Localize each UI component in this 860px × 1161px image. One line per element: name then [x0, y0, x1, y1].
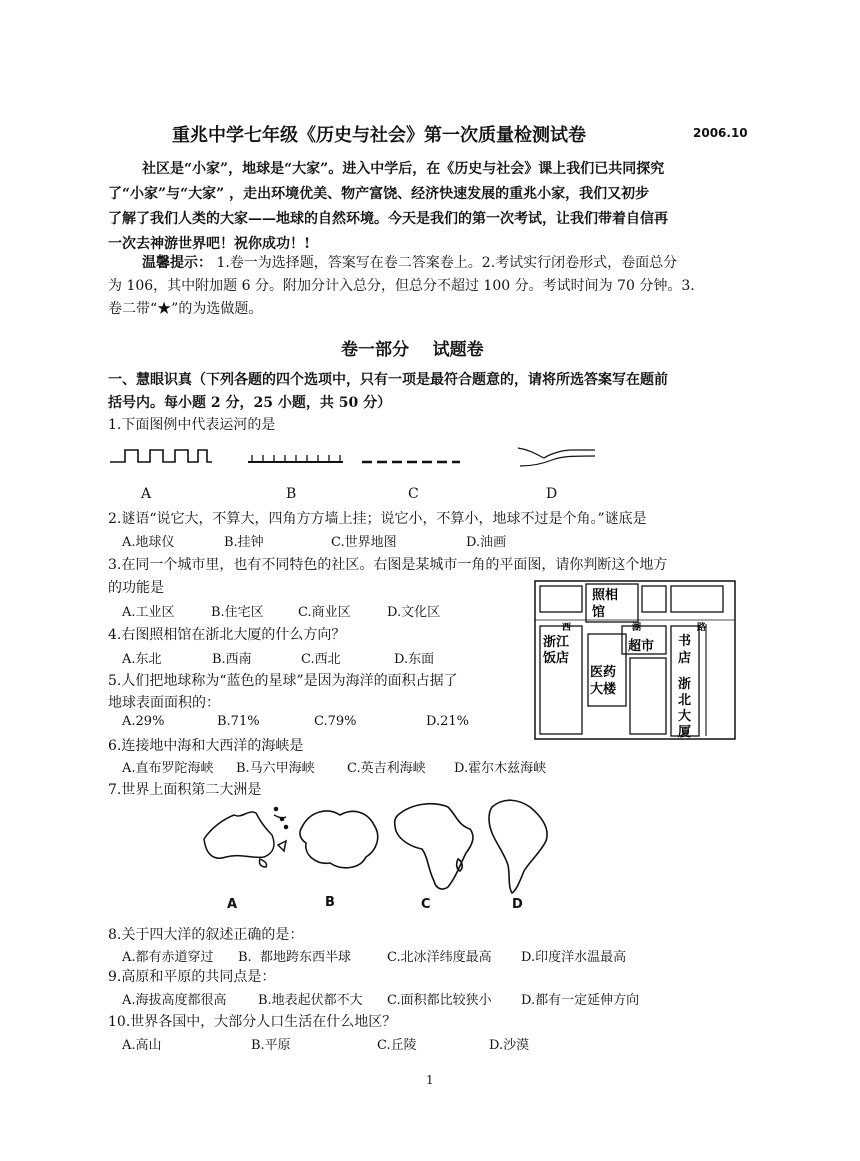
q2-option-c: C.世界地图: [331, 535, 397, 550]
q3-option-b: B.住宅区: [211, 605, 264, 620]
question-4: 4.右图照相馆在浙北大厦的什么方向？: [108, 627, 346, 643]
q9-option-d: D.都有一定延伸方向: [521, 993, 640, 1008]
tips-line: 为 106，其中附加题 6 分。附加分计入总分，但总分不超过 100 分。考试时间为 70 分钟。3.: [108, 278, 695, 294]
zhebei-label: 北: [678, 693, 692, 708]
continent-outlines: [190, 795, 560, 895]
q6-option-b: B.马六甲海峡: [236, 761, 315, 776]
q6-option-d: D.霍尔木兹海峡: [454, 761, 547, 776]
road-char: 路: [697, 623, 707, 633]
tips-label: 温馨提示：: [142, 255, 212, 271]
q10-option-c: C.丘陵: [377, 1038, 417, 1053]
q8-option-b: B. 都地跨东西半球: [238, 950, 351, 965]
legend-d-symbol: [518, 448, 595, 466]
q8-option-d: D.印度洋水温最高: [521, 950, 627, 965]
question-10: 10.世界各国中，大部分人口生活在什么地区？: [108, 1014, 397, 1030]
road-char: 湖: [632, 623, 642, 633]
q1-label-b: B: [286, 486, 297, 502]
q9-option-b: B.地表起伏都不大: [258, 993, 363, 1008]
part1-line: 括号内。每小题 2 分，25 小题，共 50 分）: [108, 395, 392, 411]
question-8: 8.关于四大洋的叙述正确的是：: [108, 927, 304, 943]
pharmacy-label: 医药: [590, 665, 617, 680]
q1-label-d: D: [546, 486, 558, 502]
continent-a-outline: [204, 808, 288, 868]
photo-studio-label: 照相: [592, 588, 619, 603]
q6-option-a: A.直布罗陀海峡: [122, 761, 214, 776]
q6-option-c: C.英吉利海峡: [347, 761, 426, 776]
exam-date: 2006.10: [693, 126, 748, 140]
q2-option-b: B.挂钟: [224, 535, 264, 550]
q10-option-b: B.平原: [251, 1038, 291, 1053]
intro-paragraph: [108, 157, 668, 257]
q2-option-d: D.油画: [466, 535, 507, 550]
market-label: 超市: [628, 639, 655, 654]
question-5: [108, 670, 458, 714]
q10-option-a: A.高山: [122, 1038, 162, 1053]
page-title: 重兆中学七年级《历史与社会》第一次质量检测试卷: [172, 125, 586, 146]
q5-line: 地球表面面积的：: [108, 695, 220, 711]
block: [630, 658, 666, 734]
q3-line: 的功能是: [108, 580, 164, 596]
q3-option-a: A.工业区: [122, 605, 175, 620]
intro-line: 了“小家”与“大家” ，走出环境优美、物产富饶、经济快速发展的重兆小家，我们又初步: [108, 186, 650, 202]
hotel-label: 浙江: [543, 635, 570, 650]
q1-label-a: A: [141, 486, 152, 502]
block: [671, 586, 723, 612]
legend-b-symbol: [248, 455, 343, 462]
question-2: 2.谜语“说它大，不算大，四角方方墙上挂；说它小，不算小，地球不过是个角。”谜底是: [108, 511, 647, 527]
question-9: 9.高原和平原的共同点是：: [108, 969, 276, 985]
legend-symbols: [100, 436, 620, 478]
q3-option-d: D.文化区: [387, 605, 441, 620]
bookstore-label: 店: [678, 651, 692, 666]
q4-option-b: B.西南: [212, 652, 252, 667]
intro-line: 了解了我们人类的大家——地球的自然环境。今天是我们的第一次考试，让我们带着自信再: [108, 211, 668, 227]
tips-paragraph: [108, 252, 695, 321]
tips-line: 1.卷一为选择题，答案写在卷二答案卷上。2.考试实行闭卷形式，卷面总分: [212, 255, 678, 271]
q5-option-c: C.79%: [314, 714, 357, 729]
q9-option-c: C.面积都比较狭小: [387, 993, 492, 1008]
zhebei-label: 厦: [678, 725, 692, 740]
q1-label-c: C: [408, 486, 419, 502]
question-1: 1.下面图例中代表运河的是: [108, 417, 276, 433]
q2-option-a: A.地球仪: [122, 535, 175, 550]
continent-b-outline: [300, 811, 378, 868]
q5-line: 5.人们把地球称为“蓝色的星球”是因为海洋的面积占据了: [108, 673, 458, 689]
q8-option-c: C.北冰洋纬度最高: [387, 950, 492, 965]
q7-label-d: D: [512, 897, 523, 912]
zhebei-label: 大: [678, 709, 692, 724]
part1-line: 一、慧眼识真（下列各题的四个选项中，只有一项是最符合题意的，请将所选答案写在题前: [108, 372, 668, 388]
road-char: 西: [562, 623, 572, 633]
q4-option-d: D.东面: [394, 652, 435, 667]
section-title: 卷一部分 试题卷: [341, 340, 484, 360]
tips-line: 卷二带“★”的为选做题。: [108, 301, 263, 317]
question-7: 7.世界上面积第二大洲是: [108, 782, 262, 798]
intro-line: 社区是“小家”，地球是“大家”。进入中学后，在《历史与社会》课上我们已共同探究: [142, 161, 665, 177]
q3-line: 3.在同一个城市里，也有不同特色的社区。右图是某城市一角的平面图，请你判断这个地方: [108, 557, 668, 573]
page-number: 1: [426, 1073, 434, 1087]
question-6: 6.连接地中海和大西洋的海峡是: [108, 738, 304, 754]
legend-a-symbol: [110, 450, 212, 462]
continent-c-outline: [395, 804, 473, 889]
q8-option-a: A.都有赤道穿过: [122, 950, 214, 965]
q4-option-c: C.西北: [301, 652, 341, 667]
intro-line: 一次去神游世界吧！祝你成功！!: [108, 236, 311, 252]
q5-option-a: A.29%: [122, 714, 165, 729]
q9-option-a: A.海拔高度都很高: [122, 993, 227, 1008]
zhebei-label: 浙: [678, 677, 692, 692]
q10-option-d: D.沙漠: [489, 1038, 530, 1053]
q5-option-b: B.71%: [217, 714, 260, 729]
pharmacy-label: 大楼: [590, 682, 617, 697]
q3-option-c: C.商业区: [298, 605, 351, 620]
city-map: [532, 578, 742, 746]
q7-label-c: C: [421, 897, 431, 912]
photo-studio-label: 馆: [592, 605, 606, 620]
q5-option-d: D.21%: [426, 714, 469, 729]
bookstore-label: 书: [678, 634, 692, 649]
block: [642, 586, 666, 612]
hotel-label: 饭店: [543, 651, 570, 666]
q4-option-a: A.东北: [122, 652, 162, 667]
q7-label-a: A: [227, 897, 238, 912]
continent-d-outline: [489, 800, 547, 893]
q7-label-b: B: [325, 895, 335, 910]
block: [540, 586, 582, 612]
part1-instructions: [108, 369, 668, 415]
